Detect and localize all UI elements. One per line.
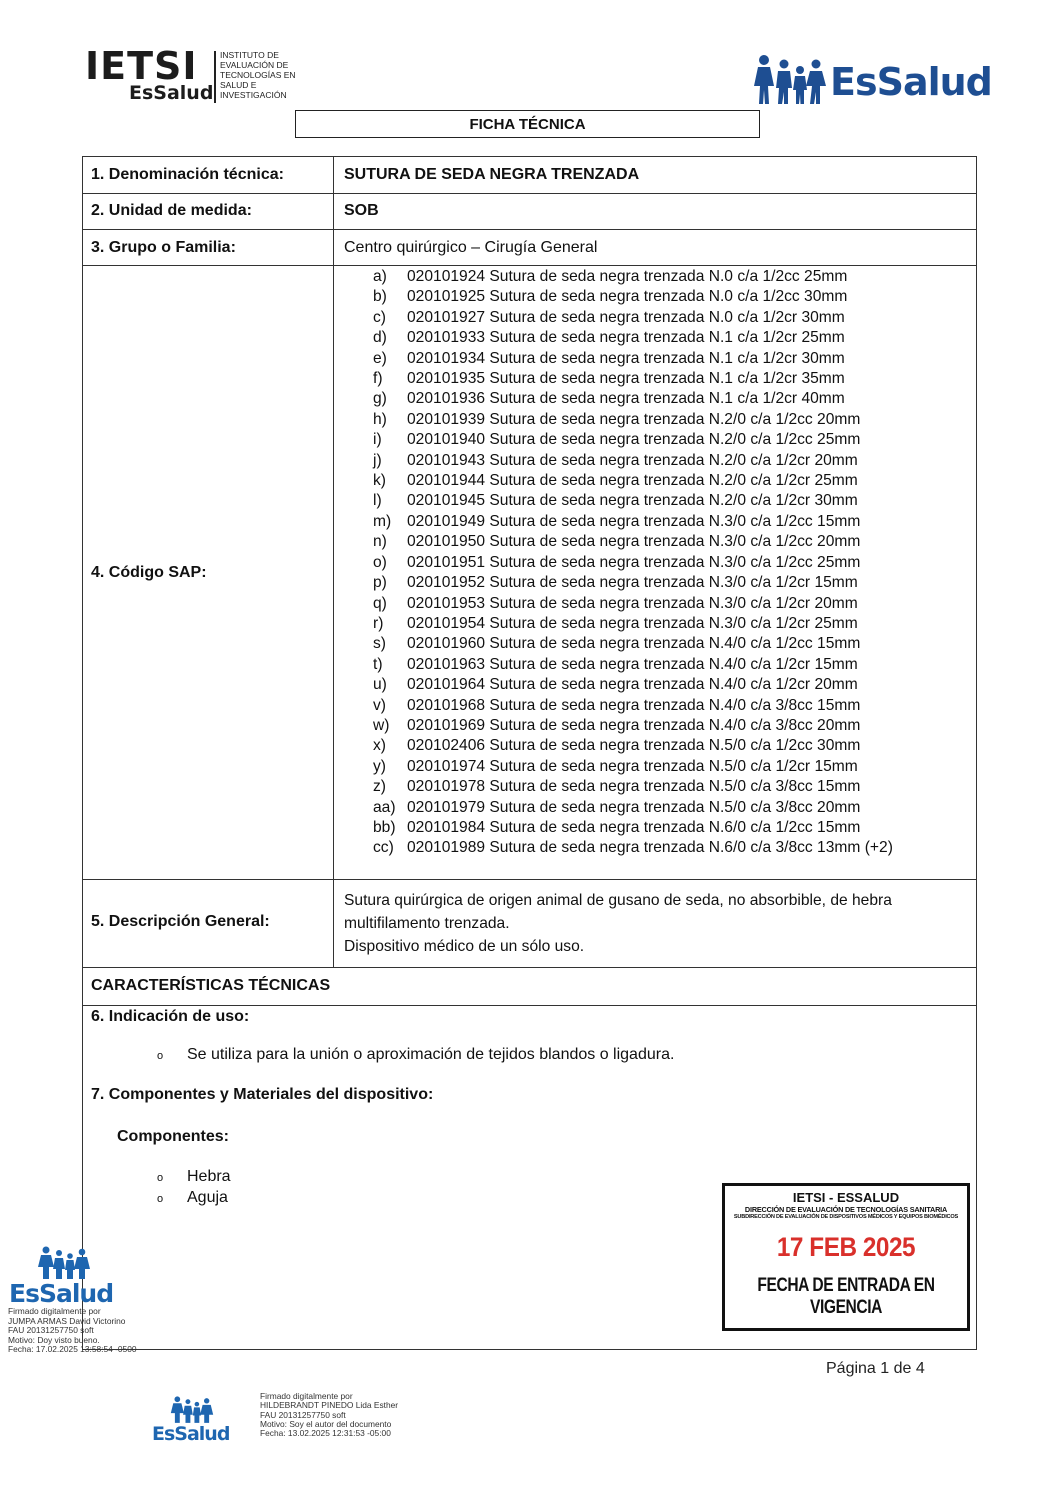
row-divider <box>83 1005 976 1006</box>
sap-item-text: 020101984 Sutura de seda negra trenzada N.6/0 c/a 1/2cc 15mm <box>407 818 861 836</box>
sap-item-text: 020101950 Sutura de seda negra trenzada N.3/0 c/a 1/2cc 20mm <box>407 533 861 551</box>
bullet-icon: o <box>157 1050 164 1062</box>
description-line: multifilamento trenzada. <box>344 915 510 932</box>
sap-item-letter: z) <box>373 778 386 796</box>
ietsi-logo <box>85 46 315 106</box>
sap-code-item <box>373 267 893 287</box>
essalud-wordmark: EsSalud <box>830 60 992 104</box>
sap-item-letter: g) <box>373 390 387 408</box>
sap-code-item <box>373 287 893 307</box>
sap-item-letter: d) <box>373 329 387 347</box>
sap-item-letter: t) <box>373 655 383 673</box>
family-icon <box>170 1395 214 1423</box>
value-unidad: SOB <box>344 202 379 219</box>
sap-item-letter: n) <box>373 533 387 551</box>
sap-item-text: 020101963 Sutura de seda negra trenzada N.4/0 c/a 1/2cr 15mm <box>407 655 858 673</box>
signature-line: Fecha: 17.02.2025 13:58:54 -0500 <box>8 1344 137 1355</box>
sap-item-letter: bb) <box>373 818 396 836</box>
sap-item-text: 020101945 Sutura de seda negra trenzada N.2/0 c/a 1/2cr 30mm <box>407 492 858 510</box>
sap-item-text: 020101934 Sutura de seda negra trenzada N.1 c/a 1/2cr 30mm <box>407 349 845 367</box>
sap-item-text: 020101949 Sutura de seda negra trenzada N.3/0 c/a 1/2cc 15mm <box>407 512 861 530</box>
signature-line: Fecha: 13.02.2025 12:31:53 -05:00 <box>260 1428 391 1439</box>
sap-item-text: 020101951 Sutura de seda negra trenzada N.3/0 c/a 1/2cc 25mm <box>407 553 861 571</box>
stamp-date: 17 FEB 2025 <box>776 1232 916 1262</box>
sap-code-item <box>373 369 893 389</box>
sap-code-item <box>373 410 893 430</box>
sap-item-letter: i) <box>373 431 382 449</box>
sap-item-letter: aa) <box>373 798 396 816</box>
sap-code-item <box>373 614 893 634</box>
sap-item-text: 020101944 Sutura de seda negra trenzada N.2/0 c/a 1/2cr 25mm <box>407 472 858 490</box>
ietsi-line: SALUD E <box>220 80 257 90</box>
sap-item-text: 020101927 Sutura de seda negra trenzada N.0 c/a 1/2cr 30mm <box>407 308 845 326</box>
sap-code-item <box>373 757 893 777</box>
stamp-org: IETSI - ESSALUD <box>792 1190 900 1205</box>
sap-code-item <box>373 655 893 675</box>
sap-code-item <box>373 777 893 797</box>
sap-item-text: 020101939 Sutura de seda negra trenzada N.2/0 c/a 1/2cc 20mm <box>407 410 861 428</box>
label-grupo: 3. Grupo o Familia: <box>91 239 236 256</box>
column-divider <box>333 157 334 967</box>
sap-code-item <box>373 634 893 654</box>
digital-signature-1 <box>8 1307 137 1355</box>
sap-code-item <box>373 491 893 511</box>
sap-item-text: 020101935 Sutura de seda negra trenzada N.1 c/a 1/2cr 35mm <box>407 370 845 388</box>
sap-item-letter: cc) <box>373 839 394 857</box>
label-unidad: 2. Unidad de medida: <box>91 202 252 219</box>
sap-code-item <box>373 736 893 756</box>
sap-item-text: 020101940 Sutura de seda negra trenzada N.2/0 c/a 1/2cc 25mm <box>407 431 861 449</box>
sap-code-item <box>373 430 893 450</box>
value-denominacion: SUTURA DE SEDA NEGRA TRENZADA <box>344 166 640 183</box>
sap-item-text: 020101968 Sutura de seda negra trenzada N.4/0 c/a 3/8cc 15mm <box>407 696 861 714</box>
page-title: FICHA TÉCNICA <box>295 110 760 138</box>
essalud-wordmark: EsSalud <box>152 1423 230 1445</box>
bullet-icon: o <box>157 1193 164 1205</box>
sap-item-text: 020101964 Sutura de seda negra trenzada N.4/0 c/a 1/2cr 20mm <box>407 676 858 694</box>
stamp-footer: FECHA DE ENTRADA EN VIGENCIA <box>757 1275 935 1318</box>
signature-line: JUMPA ARMAS David Victorino <box>8 1315 126 1326</box>
sap-code-item <box>373 675 893 695</box>
sap-item-letter: s) <box>373 635 386 653</box>
sap-item-text: 020101978 Sutura de seda negra trenzada N.5/0 c/a 3/8cc 15mm <box>407 778 861 796</box>
sap-item-text: 020101960 Sutura de seda negra trenzada N.4/0 c/a 1/2cc 15mm <box>407 635 861 653</box>
digital-signature-2 <box>260 1392 398 1438</box>
signature-line: FAU 20131257750 soft <box>8 1325 94 1336</box>
sap-code-item <box>373 798 893 818</box>
essalud-logo <box>752 52 992 110</box>
validity-stamp <box>722 1183 970 1331</box>
sap-item-text: 020101953 Sutura de seda negra trenzada N.3/0 c/a 1/2cr 20mm <box>407 594 858 612</box>
label-denominacion: 1. Denominación técnica: <box>91 166 284 183</box>
sap-item-letter: h) <box>373 410 387 428</box>
sap-code-item <box>373 818 893 838</box>
section-6-title: 6. Indicación de uso: <box>91 1008 250 1025</box>
signature-line: Motivo: Doy visto bueno. <box>8 1334 100 1345</box>
sap-code-item <box>373 451 893 471</box>
sap-item-text: 020101936 Sutura de seda negra trenzada N.1 c/a 1/2cr 40mm <box>407 390 845 408</box>
row-divider <box>83 967 976 968</box>
section-header-caracteristicas: CARACTERÍSTICAS TÉCNICAS <box>91 977 331 994</box>
signature-logo <box>5 1245 120 1308</box>
sap-item-letter: o) <box>373 553 387 571</box>
sap-code-item <box>373 553 893 573</box>
sap-code-item <box>373 308 893 328</box>
sap-item-text: 020101989 Sutura de seda negra trenzada N.6/0 c/a 3/8cc 13mm (+2) <box>407 839 893 857</box>
sap-code-item <box>373 573 893 593</box>
section-6-bullet <box>157 1046 674 1064</box>
stamp-subdirection: SUBDIRECCIÓN DE EVALUACIÓN DE DISPOSITIVOS MÉDICOS Y EQUIPOS BIOMÉDICOS <box>733 1214 959 1220</box>
signature-line: Firmado digitalmente por <box>8 1306 101 1316</box>
sap-item-text: 020102406 Sutura de seda negra trenzada N.5/0 c/a 1/2cc 30mm <box>407 737 861 755</box>
signature-line: Firmado digitalmente por <box>260 1391 353 1401</box>
sap-item-letter: c) <box>373 308 386 326</box>
row-divider <box>83 879 976 880</box>
component-text: Aguja <box>187 1189 228 1206</box>
ietsi-wordmark: IETSI <box>85 44 198 88</box>
sap-item-letter: x) <box>373 737 386 755</box>
family-icon <box>37 1245 91 1279</box>
signature-logo <box>150 1395 235 1450</box>
row-divider <box>83 265 976 266</box>
section-7-subtitle: Componentes: <box>117 1128 229 1145</box>
ietsi-line: INVESTIGACIÓN <box>220 90 287 100</box>
sap-item-text: 020101952 Sutura de seda negra trenzada N.3/0 c/a 1/2cr 15mm <box>407 574 858 592</box>
sap-code-item <box>373 512 893 532</box>
sap-item-letter: l) <box>373 492 382 510</box>
sap-code-item <box>373 696 893 716</box>
stamp-direction: DIRECCIÓN DE EVALUACIÓN DE TECNOLOGÍAS SANITARIA <box>744 1205 948 1214</box>
signature-line: Motivo: Soy el autor del documento <box>260 1418 392 1429</box>
bullet-text: Se utiliza para la unión o aproximación de tejidos blandos o ligadura. <box>187 1046 675 1063</box>
ietsi-institute-text <box>220 50 296 100</box>
ietsi-line: TECNOLOGÍAS EN <box>220 70 296 80</box>
signature-line: HILDEBRANDT PINEDO Lida Esther <box>260 1400 399 1411</box>
description-line: Dispositivo médico de un sólo uso. <box>344 938 585 955</box>
sap-code-item <box>373 594 893 614</box>
technical-sheet-table <box>82 156 977 1350</box>
sap-item-text: 020101979 Sutura de seda negra trenzada N.5/0 c/a 3/8cc 20mm <box>407 798 861 816</box>
sap-code-item <box>373 716 893 736</box>
sap-code-item <box>373 532 893 552</box>
sap-code-item <box>373 838 893 858</box>
sap-item-letter: v) <box>373 696 386 714</box>
sap-item-letter: r) <box>373 614 384 632</box>
sap-code-list <box>373 267 893 859</box>
row-divider <box>83 193 976 194</box>
ietsi-line: INSTITUTO DE <box>220 50 279 60</box>
sap-code-item <box>373 328 893 348</box>
description-line: Sutura quirúrgica de origen animal de gusano de seda, no absorbible, de hebra <box>344 892 892 909</box>
sap-code-item <box>373 389 893 409</box>
sap-item-letter: f) <box>373 370 383 388</box>
row-divider <box>83 229 976 230</box>
component-text: Hebra <box>187 1168 231 1185</box>
bullet-icon: o <box>157 1172 164 1184</box>
sap-item-letter: b) <box>373 288 387 306</box>
sap-item-letter: a) <box>373 268 387 285</box>
sap-code-item <box>373 471 893 491</box>
sap-item-letter: w) <box>373 716 390 734</box>
label-codigo-sap: 4. Código SAP: <box>91 564 207 581</box>
value-grupo: Centro quirúrgico – Cirugía General <box>344 239 598 256</box>
family-icon <box>752 52 828 106</box>
value-descripcion <box>344 889 974 958</box>
sap-item-letter: y) <box>373 757 386 775</box>
sap-item-letter: q) <box>373 594 387 612</box>
sap-item-text: 020101933 Sutura de seda negra trenzada N.1 c/a 1/2cr 25mm <box>407 329 845 347</box>
sap-item-text: 020101954 Sutura de seda negra trenzada N.3/0 c/a 1/2cr 25mm <box>407 614 858 632</box>
label-descripcion: 5. Descripción General: <box>91 913 270 930</box>
sap-item-text: 020101925 Sutura de seda negra trenzada N.0 c/a 1/2cc 30mm <box>407 288 848 306</box>
sap-item-text: 020101974 Sutura de seda negra trenzada N.5/0 c/a 1/2cr 15mm <box>407 757 858 775</box>
sap-item-letter: k) <box>373 472 386 490</box>
signature-line: FAU 20131257750 soft <box>260 1409 346 1420</box>
sap-item-text: 020101969 Sutura de seda negra trenzada N.4/0 c/a 3/8cc 20mm <box>407 716 861 734</box>
sap-item-letter: p) <box>373 574 387 592</box>
sap-item-text: 020101924 Sutura de seda negra trenzada N.0 c/a 1/2cc 25mm <box>407 268 848 285</box>
sap-code-item <box>373 349 893 369</box>
sap-item-letter: m) <box>373 512 392 530</box>
section-7-title: 7. Componentes y Materiales del dispositivo: <box>91 1086 434 1103</box>
page-number: Página 1 de 4 <box>826 1360 925 1377</box>
component-item <box>157 1189 228 1207</box>
essalud-wordmark: EsSalud <box>9 1279 114 1308</box>
sap-item-text: 020101943 Sutura de seda negra trenzada N.2/0 c/a 1/2cr 20mm <box>407 451 858 469</box>
sap-item-letter: u) <box>373 676 387 694</box>
ietsi-essalud-wordmark: EsSalud <box>129 82 214 104</box>
sap-item-letter: j) <box>373 451 382 469</box>
sap-item-letter: e) <box>373 349 387 367</box>
ietsi-line: EVALUACIÓN DE <box>220 60 289 70</box>
ietsi-divider <box>214 51 216 103</box>
component-item <box>157 1168 231 1186</box>
